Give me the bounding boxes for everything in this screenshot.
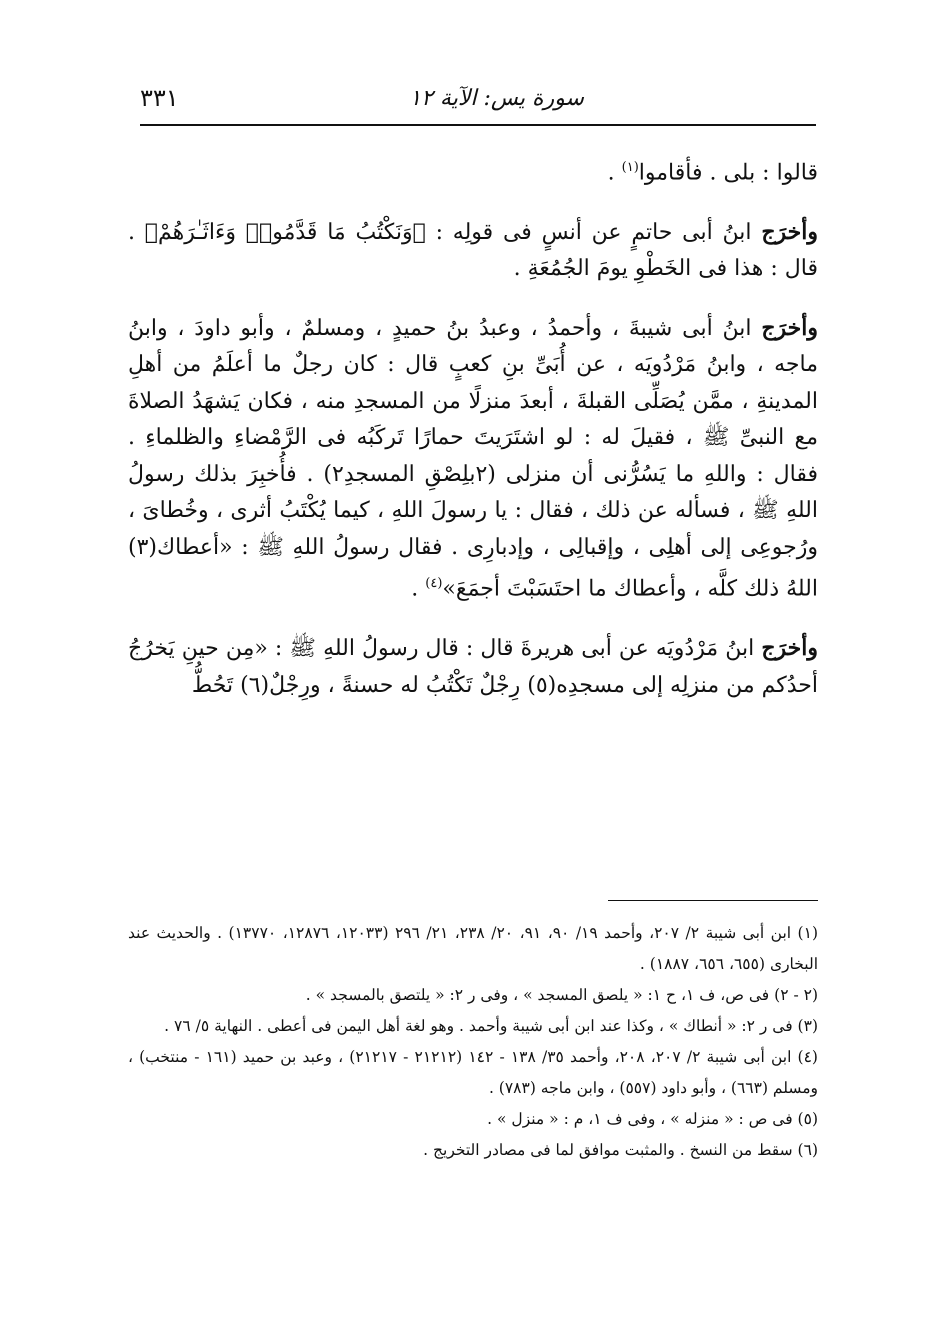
paragraph — [128, 310, 818, 608]
paragraph-tail: . — [411, 576, 426, 602]
paragraph-lead: وأخرَج — [761, 635, 818, 662]
paragraph-text: ابنُ مَرْدُويَه عن أبى هريرةَ قال : قال رسولُ اللهِ ﷺ : «مِن حينِ يَخرُجُ أحدُكم من منزلِه إلى مسجدِه(٥) رِجْلٌ تَكْتُبُ له حسنةً ، ورِجْلٌ(٦) تَحُطُّ — [128, 636, 818, 698]
main-text — [128, 150, 818, 726]
paragraph — [128, 630, 818, 704]
footnote: (٦) سقط من النسخ . والمثبت موافق لما فى مصادر التخريج . — [423, 1141, 818, 1159]
footnote-divider — [608, 900, 818, 901]
paragraph-text: ابنُ أبى شيبةَ ، وأحمدُ ، وعبدُ بنُ حميدٍ ، ومسلمٌ ، وأبو داودَ ، وابنُ ماجه ، وابنُ مَرْدُويَه ، عن أُبَىِّ بنِ كعبٍ قال : كان رجلٌ ما أعلَمُ من أهلِ المدينةِ ، ممَّن يُصَلِّى القبلةَ ، أبعدَ منزلًا من المسجدِ منه ، فكان يَشهَدُ الصلاةَ مع النبىِّ ﷺ ، فقيلَ له : لو اشتَرَيتَ حمارًا تَركَبُه فى الرَّمْضاءِ والظلماءِ . فقال : واللهِ ما يَسُرُّنى أن منزلى (٢بلِصْقِ المسجدِ٢) . فأُخبِرَ بذلك رسولُ اللهِ ﷺ ، فسأله عن ذلك ، فقال : يا رسولَ اللهِ ، كيما يُكْتَبُ أثرى ، وخُطاىَ ، ورُجوعِى إلى أهلِى ، وإقبالِى ، وإدبارِى . فقال رسولُ اللهِ ﷺ : «أعطاك(٣) اللهُ ذلك كلَّه ، وأعطاك ما احتَسَبْتَ أجمَعَ» — [128, 315, 818, 602]
footnote: (٥) فى ص : « منزله » ، وفى ف ١، م : « منزل » . — [487, 1110, 818, 1128]
footnote: (٤) ابن أبى شيبة ٢/ ٢٠٧، ٢٠٨، وأحمد ٣٥/ ١٣٨ - ١٤٢ (٢١٢١٢ - ٢١٢١٧) ، وعبد بن حميد (١٦١ - منتخب) ، ومسلم (٦٦٣) ، وأبو داود (٥٥٧) ، وابن ماجه (٧٨٣) . — [128, 1048, 818, 1097]
footnote-marker: (٤) — [425, 576, 443, 592]
footnote: (٣) فى ر ٢: « أنطاك » ، وكذا عند ابن أبى شيبة وأحمد . وهو لغة أهل اليمن فى أعطى . النهاية ٥/ ٧٦ . — [164, 1017, 818, 1035]
footnote: (١) ابن أبى شيبة ٢/ ٢٠٧، وأحمد ١٩/ ٩٠، ٩١، ٢٠/ ٢٣٨، ٢١/ ٢٩٦ (١٢٠٣٣، ١٢٨٧٦، ١٣٧٧٠) . والحديث عند البخارى (٦٥٥، ٦٥٦، ١٨٨٧) . — [128, 924, 818, 973]
paragraph-tail: . — [607, 160, 622, 186]
footnote: (٢ - ٢) فى ص، ف ١، ح ١: « يلصق المسجد » ، وفى ر ٢: « يلتصق بالمسجد » . — [305, 986, 818, 1004]
paragraph-lead: وأخرَج — [761, 218, 818, 245]
page-header — [140, 80, 816, 126]
running-title: سورة يس: الآية ١٢ — [409, 86, 584, 111]
paragraph — [128, 214, 818, 288]
paragraph-lead: وأخرَج — [761, 314, 818, 341]
page-number: ٣٣١ — [140, 84, 179, 112]
paragraph-text: قالوا : بلى . فأقاموا — [638, 160, 818, 186]
footnotes — [128, 918, 818, 1166]
paragraph-text: ابنُ أبى حاتمٍ عن أنسٍ فى قولِه : ﴿وَنَكْتُبُ مَا قَدَّمُوا۟ وَءَاثَـٰرَهُمْ﴾ . قال : هذا فى الخَطْوِ يومَ الجُمُعَةِ . — [128, 219, 818, 282]
paragraph — [128, 150, 818, 192]
footnote-marker: (١) — [621, 160, 639, 175]
